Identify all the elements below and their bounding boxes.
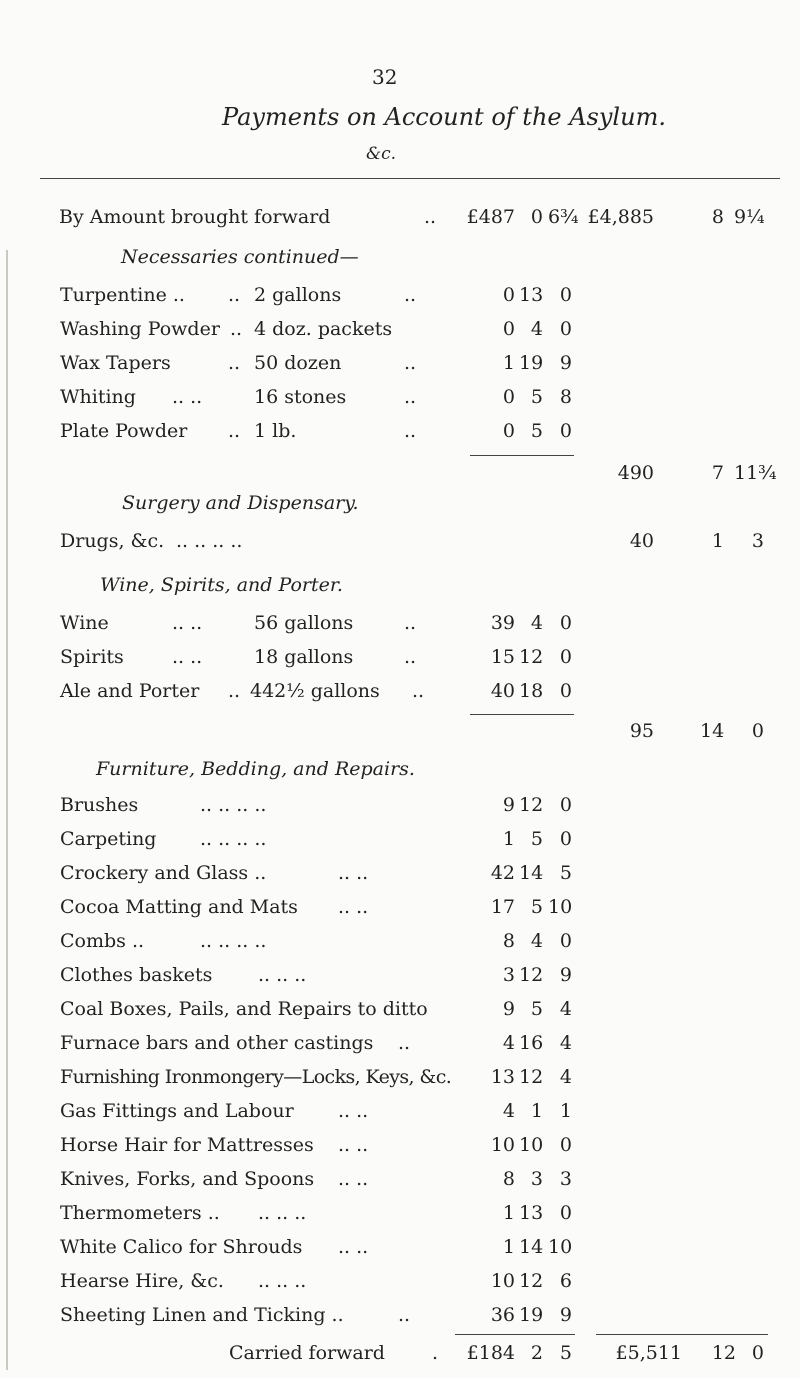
carried-total-rule xyxy=(596,1334,768,1335)
amount-pounds: 39 xyxy=(490,612,515,634)
item-name: Furnishing Ironmongery—Locks, Keys, &c. xyxy=(60,1066,452,1088)
brought-forward-dots: .. xyxy=(424,206,437,228)
page-number: 32 xyxy=(372,65,398,89)
item-dots: .. .. xyxy=(172,386,203,408)
item-quantity: 50 dozen xyxy=(254,352,342,374)
item-dots: .. xyxy=(404,284,417,306)
subtotal-rule xyxy=(470,714,574,715)
total-pence: 3 xyxy=(751,530,764,552)
bf-total-shillings: 8 xyxy=(711,206,724,228)
amount-shillings: 13 xyxy=(519,284,544,306)
amount-shillings: 4 xyxy=(530,612,543,634)
amount-shillings: 5 xyxy=(530,828,543,850)
item-dots: .. .. xyxy=(338,1100,369,1122)
section-heading-necessaries: Necessaries continued— xyxy=(121,246,359,268)
amount-shillings: 18 xyxy=(519,680,544,702)
item-quantity: 16 stones xyxy=(254,386,347,408)
amount-shillings: 4 xyxy=(530,318,543,340)
bf-total-pence: 9¼ xyxy=(734,206,765,228)
total-shillings: 1 xyxy=(711,530,724,552)
amount-pence: 9 xyxy=(559,1304,572,1326)
item-dots: .. .. .. xyxy=(258,964,307,986)
item-name: Crockery and Glass .. xyxy=(60,862,267,884)
item-dots: .. .. xyxy=(338,1134,369,1156)
amount-pounds: 42 xyxy=(490,862,515,884)
item-quantity: 1 lb. xyxy=(254,420,297,442)
item-name: Wine xyxy=(60,612,109,634)
cf-total-shillings: 12 xyxy=(711,1342,736,1364)
item-dots: .. xyxy=(230,318,243,340)
amount-pence: 0 xyxy=(559,1134,572,1156)
amount-shillings: 12 xyxy=(519,1066,544,1088)
brought-forward-label: By Amount brought forward xyxy=(59,206,331,228)
item-dots: .. xyxy=(228,420,241,442)
amount-pounds: 3 xyxy=(502,964,515,986)
item-name: White Calico for Shrouds xyxy=(60,1236,303,1258)
item-quantity: 442½ gallons xyxy=(250,680,380,702)
item-dots: .. .. .. xyxy=(258,1202,307,1224)
amount-pence: 10 xyxy=(548,896,573,918)
total-shillings: 7 xyxy=(711,462,724,484)
amount-pence: 4 xyxy=(559,1032,572,1054)
amount-pence: 0 xyxy=(559,284,572,306)
item-dots: .. xyxy=(228,680,241,702)
amount-pounds: 0 xyxy=(502,318,515,340)
title-mark: &c. xyxy=(366,144,397,164)
item-dots: .. xyxy=(412,680,425,702)
amount-shillings: 1 xyxy=(530,1100,543,1122)
cf-total-pence: 0 xyxy=(751,1342,764,1364)
item-dots: .. xyxy=(398,1304,411,1326)
item-name: Thermometers .. xyxy=(60,1202,220,1224)
item-dots: .. .. .. .. xyxy=(200,794,267,816)
cf-total-pounds: £5,511 xyxy=(615,1342,682,1364)
amount-shillings: 19 xyxy=(519,1304,544,1326)
amount-pounds: 40 xyxy=(490,680,515,702)
item-name: Clothes baskets xyxy=(60,964,213,986)
total-pence: 11¾ xyxy=(734,462,777,484)
amount-pence: 0 xyxy=(559,420,572,442)
amount-shillings: 12 xyxy=(519,794,544,816)
item-name: Combs .. xyxy=(60,930,145,952)
amount-pounds: 0 xyxy=(502,420,515,442)
amount-pounds: 4 xyxy=(502,1100,515,1122)
item-dots: .. .. xyxy=(338,862,369,884)
amount-pence: 0 xyxy=(559,930,572,952)
amount-pence: 0 xyxy=(559,646,572,668)
amount-pounds: 1 xyxy=(502,1202,515,1224)
item-dots: .. xyxy=(228,352,241,374)
section-heading-wine: Wine, Spirits, and Porter. xyxy=(100,574,343,596)
item-quantity: 4 doz. packets xyxy=(254,318,393,340)
amount-pence: 0 xyxy=(559,1202,572,1224)
carried-forward-dots: . xyxy=(432,1342,439,1364)
amount-pounds: 1 xyxy=(502,352,515,374)
amount-shillings: 4 xyxy=(530,930,543,952)
amount-pence: 0 xyxy=(559,828,572,850)
amount-pounds: 10 xyxy=(490,1134,515,1156)
amount-pence: 0 xyxy=(559,612,572,634)
amount-pounds: 9 xyxy=(502,794,515,816)
total-pounds: 95 xyxy=(629,720,654,742)
amount-pence: 10 xyxy=(548,1236,573,1258)
amount-shillings: 5 xyxy=(530,896,543,918)
amount-pence: 1 xyxy=(559,1100,572,1122)
item-name: Horse Hair for Mattresses xyxy=(60,1134,314,1156)
item-quantity: 56 gallons xyxy=(254,612,354,634)
amount-pence: 4 xyxy=(559,998,572,1020)
item-name: Brushes xyxy=(60,794,139,816)
total-shillings: 14 xyxy=(700,720,725,742)
item-name: Turpentine .. xyxy=(60,284,185,306)
item-dots: .. .. .. .. xyxy=(200,828,267,850)
cf-sub-shillings: 2 xyxy=(530,1342,543,1364)
cf-sub-pounds: £184 xyxy=(466,1342,515,1364)
amount-pounds: 4 xyxy=(502,1032,515,1054)
item-dots: .. .. xyxy=(172,612,203,634)
item-name: Carpeting xyxy=(60,828,157,850)
item-name: Whiting xyxy=(60,386,136,408)
amount-pence: 0 xyxy=(559,680,572,702)
amount-shillings: 13 xyxy=(519,1202,544,1224)
header-rule xyxy=(40,178,780,179)
carried-forward-label: Carried forward xyxy=(229,1342,385,1364)
item-name: Coal Boxes, Pails, and Repairs to ditto xyxy=(60,998,428,1020)
amount-pounds: 15 xyxy=(490,646,515,668)
bf-sub-pounds: £487 xyxy=(466,206,515,228)
item-name: Washing Powder xyxy=(60,318,220,340)
amount-shillings: 19 xyxy=(519,352,544,374)
amount-shillings: 10 xyxy=(519,1134,544,1156)
item-name: Gas Fittings and Labour xyxy=(60,1100,294,1122)
item-quantity: 2 gallons xyxy=(254,284,342,306)
total-pounds: 490 xyxy=(617,462,654,484)
item-name: Knives, Forks, and Spoons xyxy=(60,1168,315,1190)
amount-pounds: 8 xyxy=(502,930,515,952)
section-heading-furniture: Furniture, Bedding, and Repairs. xyxy=(96,758,415,780)
amount-pounds: 13 xyxy=(490,1066,515,1088)
item-name: Cocoa Matting and Mats xyxy=(60,896,298,918)
item-dots: .. xyxy=(404,386,417,408)
item-dots: .. .. xyxy=(338,1236,369,1258)
section-heading-surgery: Surgery and Dispensary. xyxy=(122,492,359,514)
amount-shillings: 12 xyxy=(519,1270,544,1292)
amount-pence: 6 xyxy=(559,1270,572,1292)
amount-pence: 0 xyxy=(559,318,572,340)
amount-pounds: 17 xyxy=(490,896,515,918)
bf-sub-pence: 6¾ xyxy=(548,206,579,228)
amount-shillings: 5 xyxy=(530,420,543,442)
bf-total-pounds: £4,885 xyxy=(587,206,654,228)
item-name: Wax Tapers xyxy=(60,352,171,374)
item-quantity: 18 gallons xyxy=(254,646,354,668)
amount-pounds: 1 xyxy=(502,1236,515,1258)
amount-pence: 9 xyxy=(559,352,572,374)
amount-shillings: 5 xyxy=(530,386,543,408)
item-name: Drugs, &c. xyxy=(60,530,165,552)
item-name: Sheeting Linen and Ticking .. xyxy=(60,1304,344,1326)
item-dots: .. .. xyxy=(338,896,369,918)
item-name: Plate Powder xyxy=(60,420,188,442)
amount-pence: 9 xyxy=(559,964,572,986)
item-dots: .. .. xyxy=(172,646,203,668)
item-name: Furnace bars and other castings xyxy=(60,1032,374,1054)
amount-pounds: 1 xyxy=(502,828,515,850)
item-name: Hearse Hire, &c. xyxy=(60,1270,224,1292)
item-dots: .. .. .. .. xyxy=(176,530,243,552)
amount-pence: 0 xyxy=(559,794,572,816)
item-name: Ale and Porter xyxy=(60,680,200,702)
page-title: Payments on Account of the Asylum. xyxy=(222,103,666,131)
amount-pence: 5 xyxy=(559,862,572,884)
amount-shillings: 12 xyxy=(519,646,544,668)
amount-pounds: 8 xyxy=(502,1168,515,1190)
item-name: Spirits xyxy=(60,646,124,668)
page-binding-edge xyxy=(6,250,8,1370)
amount-shillings: 12 xyxy=(519,964,544,986)
amount-pounds: 36 xyxy=(490,1304,515,1326)
amount-shillings: 5 xyxy=(530,998,543,1020)
cf-sub-pence: 5 xyxy=(559,1342,572,1364)
amount-pence: 4 xyxy=(559,1066,572,1088)
item-dots: .. xyxy=(228,284,241,306)
item-dots: .. .. .. .. xyxy=(200,930,267,952)
item-dots: .. .. .. xyxy=(258,1270,307,1292)
item-dots: .. xyxy=(404,352,417,374)
item-dots: .. xyxy=(404,612,417,634)
amount-pounds: 10 xyxy=(490,1270,515,1292)
amount-shillings: 14 xyxy=(519,1236,544,1258)
item-dots: .. xyxy=(404,420,417,442)
total-pence: 0 xyxy=(751,720,764,742)
amount-pounds: 9 xyxy=(502,998,515,1020)
amount-pounds: 0 xyxy=(502,284,515,306)
item-dots: .. .. xyxy=(338,1168,369,1190)
amount-shillings: 16 xyxy=(519,1032,544,1054)
item-dots: .. xyxy=(398,1032,411,1054)
item-dots: .. xyxy=(404,646,417,668)
amount-shillings: 14 xyxy=(519,862,544,884)
amount-pence: 8 xyxy=(559,386,572,408)
amount-shillings: 3 xyxy=(530,1168,543,1190)
total-pounds: 40 xyxy=(629,530,654,552)
carried-subtotal-rule xyxy=(455,1334,575,1335)
amount-pounds: 0 xyxy=(502,386,515,408)
bf-sub-shillings: 0 xyxy=(530,206,543,228)
subtotal-rule xyxy=(470,455,574,456)
amount-pence: 3 xyxy=(559,1168,572,1190)
